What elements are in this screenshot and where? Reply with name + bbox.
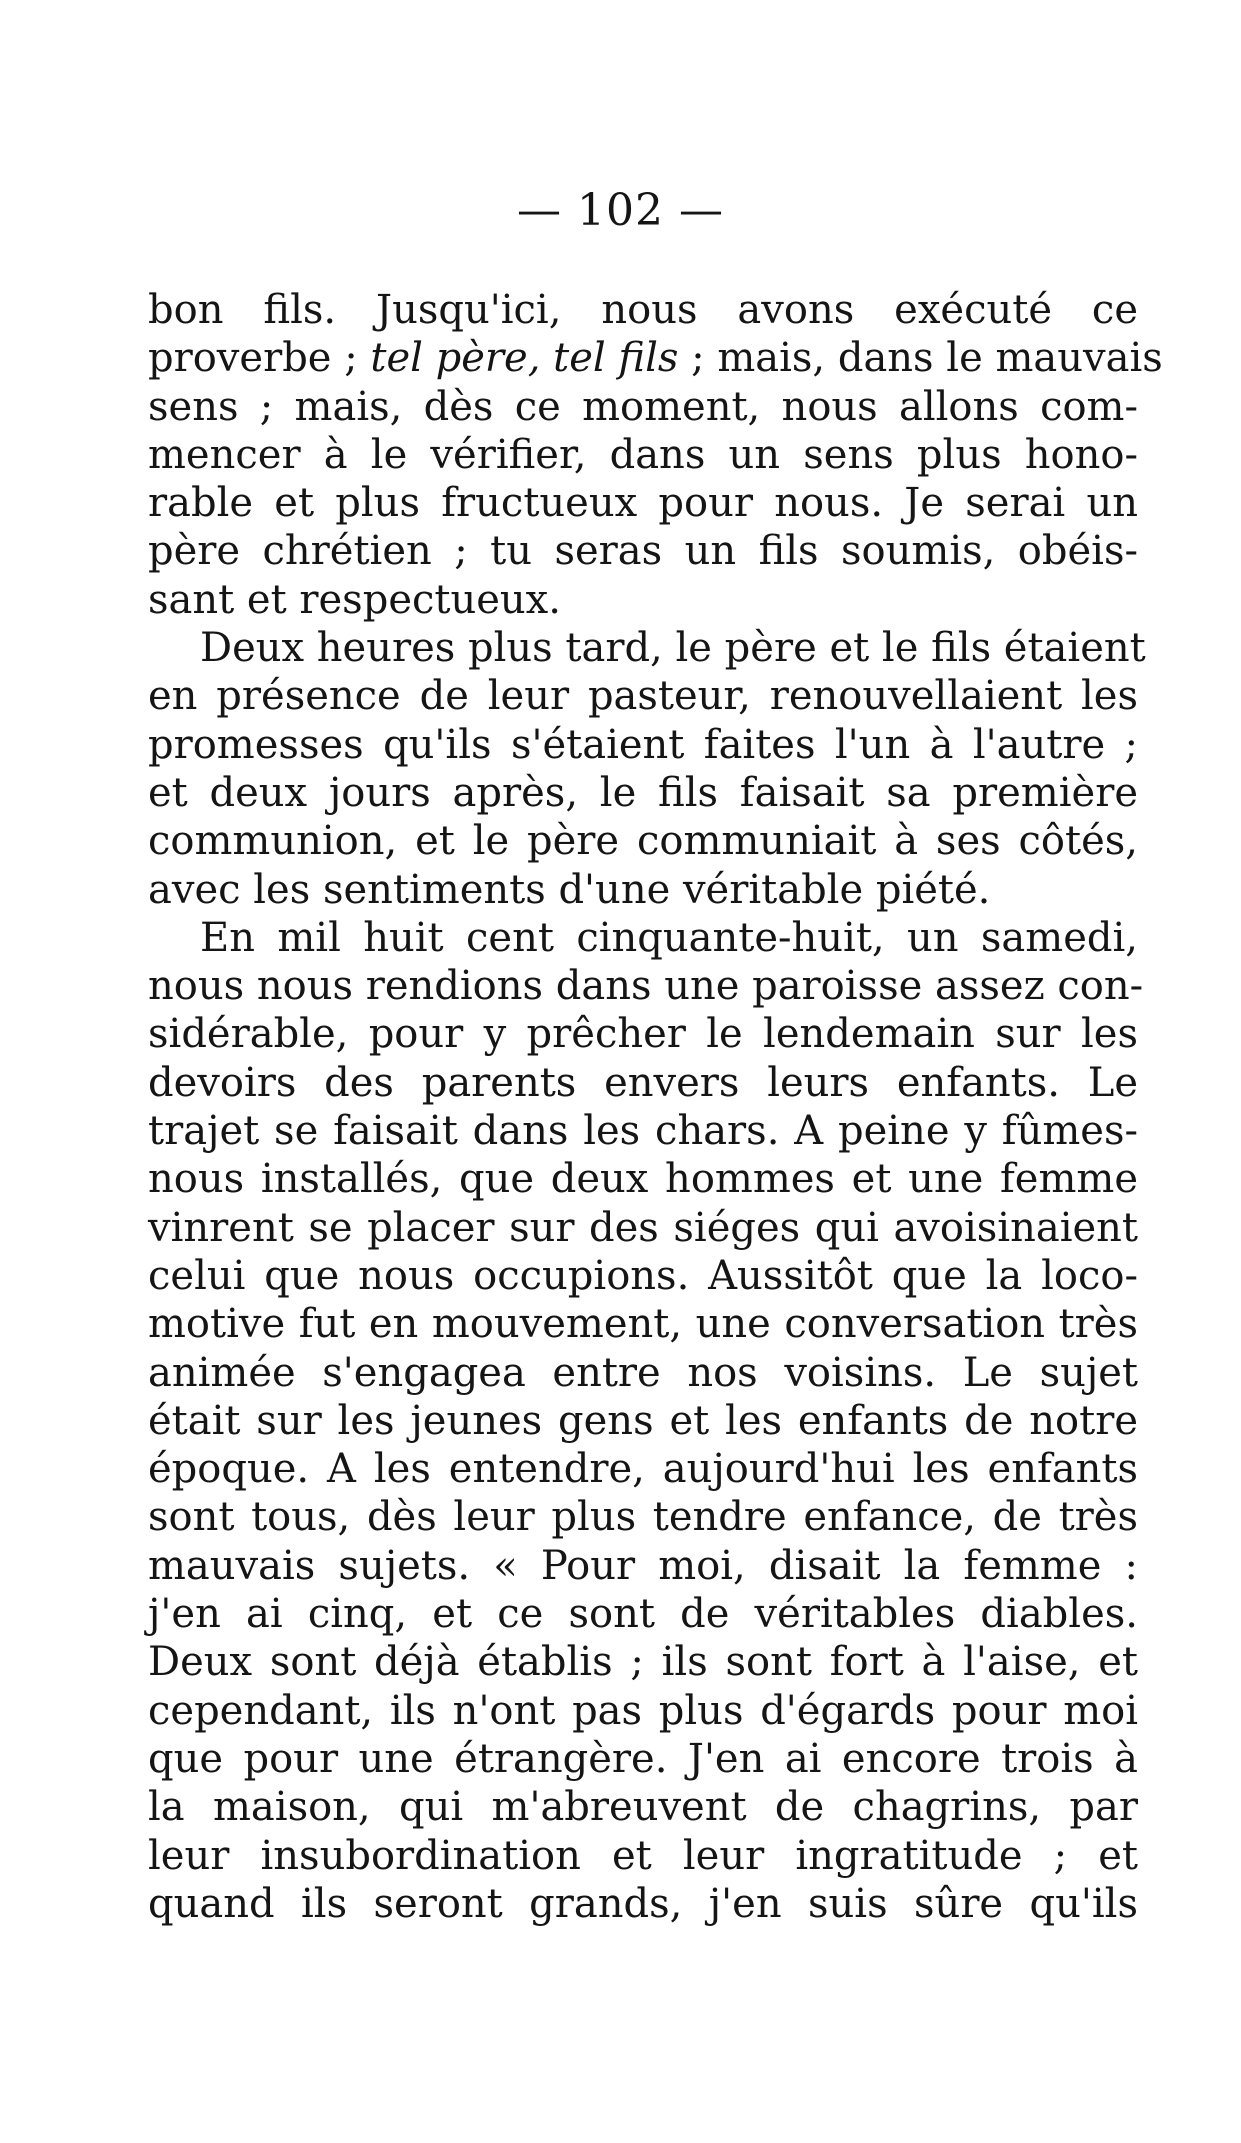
- text-line: mauvais sujets. « Pour moi, disait la femme :: [148, 1542, 1138, 1589]
- text-line: nous installés, que deux hommes et une femme: [148, 1156, 1138, 1203]
- text-segment: proverbe ;: [148, 335, 371, 382]
- text-segment: ; mais, dans le mauvais: [678, 335, 1163, 382]
- text-line: nous nous rendions dans une paroisse assez con-: [148, 963, 1144, 1010]
- paragraph-start-line: En mil huit cent cinquante-huit, un samedi,: [200, 914, 1138, 961]
- body-text: [148, 286, 1163, 1928]
- text-line: père chrétien ; tu seras un fils soumis, obéis-: [148, 528, 1138, 575]
- text-line: époque. A les entendre, aujourd'hui les enfants: [148, 1446, 1138, 1493]
- text-line: devoirs des parents envers leurs enfants. Le: [148, 1059, 1138, 1106]
- text-line: rable et plus fructueux pour nous. Je serai un: [148, 480, 1138, 527]
- text-line: était sur les jeunes gens et les enfants de notre: [148, 1397, 1138, 1444]
- page-number: — 102 —: [517, 185, 724, 236]
- text-line: leur insubordination et leur ingratitude ; et: [148, 1832, 1138, 1879]
- text-line: bon fils. Jusqu'ici, nous avons exécuté ce: [148, 287, 1138, 333]
- text-line: communion, et le père communiait à ses côtés,: [148, 818, 1138, 865]
- text-line: j'en ai cinq, et ce sont de véritables diables.: [148, 1591, 1138, 1638]
- text-line: celui que nous occupions. Aussitôt que la loco-: [148, 1252, 1138, 1299]
- text-line: avec les sentiments d'une véritable piété.: [148, 866, 991, 913]
- text-line: quand ils seront grands, j'en suis sûre qu'ils: [148, 1880, 1138, 1927]
- text-line: promesses qu'ils s'étaient faites l'un à l'autre ;: [148, 721, 1138, 768]
- text-line: que pour une étrangère. J'en ai encore trois à: [148, 1735, 1138, 1782]
- text-line: vinrent se placer sur des siéges qui avoisinaient: [148, 1204, 1138, 1251]
- text-line: cependant, ils n'ont pas plus d'égards pour moi: [148, 1687, 1138, 1734]
- text-line: en présence de leur pasteur, renouvellaient les: [148, 673, 1138, 720]
- text-line: la maison, qui m'abreuvent de chagrins, par: [148, 1784, 1138, 1831]
- text-line: sont tous, dès leur plus tendre enfance, de très: [148, 1494, 1138, 1541]
- text-line: [148, 334, 1163, 382]
- text-line: mencer à le vérifier, dans un sens plus hono-: [148, 431, 1138, 478]
- text-line: motive fut en mouvement, une conversation très: [148, 1301, 1138, 1348]
- text-line: animée s'engagea entre nos voisins. Le sujet: [148, 1349, 1138, 1396]
- text-line: sidérable, pour y prêcher le lendemain sur les: [148, 1011, 1138, 1058]
- text-line: et deux jours après, le fils faisait sa première: [148, 769, 1138, 816]
- paragraph-start-line: Deux heures plus tard, le père et le fils étaient: [200, 625, 1146, 672]
- text-line: sens ; mais, dès ce moment, nous allons com-: [148, 383, 1138, 430]
- italic-proverb: tel père, tel fils: [370, 335, 679, 382]
- text-line: trajet se faisait dans les chars. A peine y fûmes-: [148, 1108, 1138, 1155]
- text-line: Deux sont déjà établis ; ils sont fort à l'aise, et: [148, 1639, 1138, 1686]
- text-line: sant et respectueux.: [148, 576, 561, 623]
